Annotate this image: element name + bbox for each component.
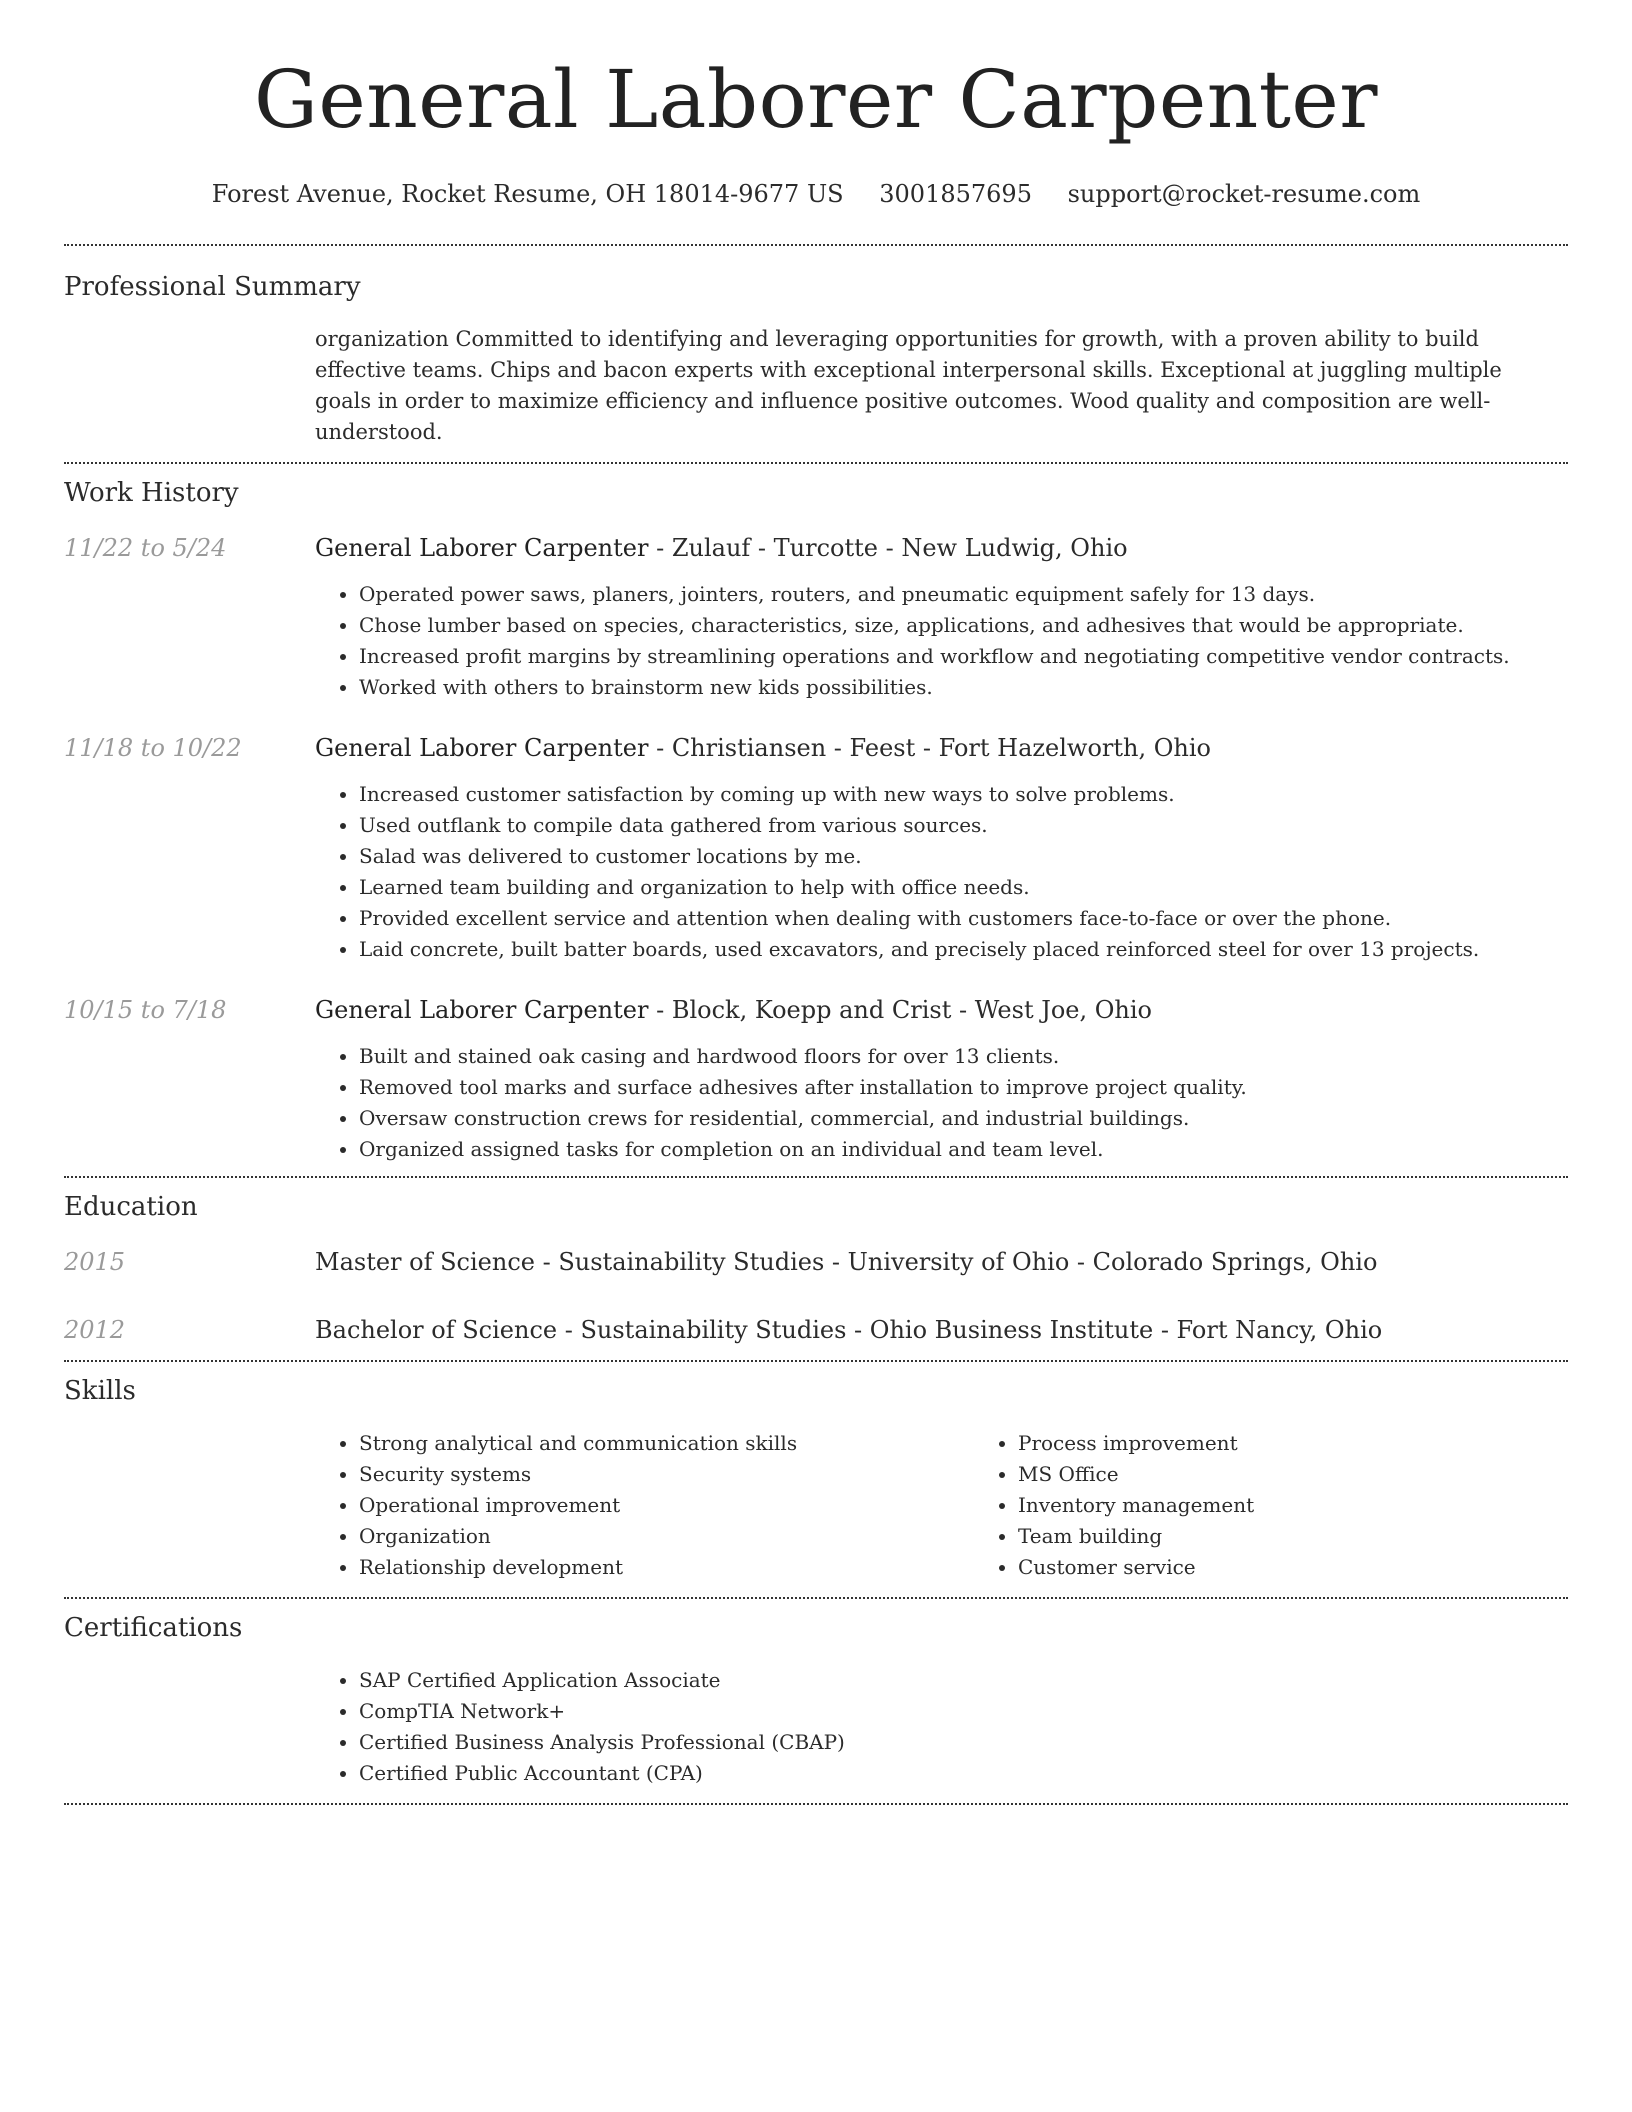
contact-address: Forest Avenue, Rocket Resume, OH 18014-9677 US — [211, 180, 844, 208]
job-role: General Laborer Carpenter — [315, 734, 649, 762]
list-item: • Used outflank to compile data gathered from various sources. — [359, 810, 1568, 841]
list-item: • Laid concrete, built batter boards, used excavators, and precisely placed reinforced steel for over 13 projects. — [359, 934, 1568, 965]
education-year: 2012 — [64, 1316, 126, 1344]
education-school: - Ohio Business Institute - Fort Nancy, Ohio — [846, 1316, 1383, 1344]
list-item: • Provided excellent service and attention when dealing with customers face-to-face or over the phone. — [359, 903, 1568, 934]
job-entry — [64, 994, 1568, 1165]
candidate-name: General Laborer Carpenter — [254, 53, 1378, 146]
list-item: • Salad was delivered to customer locations by me. — [359, 841, 1568, 872]
certifications-list — [315, 1665, 1568, 1789]
job-heading — [315, 532, 1568, 564]
section-title: Skills — [64, 1376, 136, 1406]
list-item: • Learned team building and organization to help with office needs. — [359, 872, 1568, 903]
work-history-section — [64, 464, 1568, 1176]
section-title: Professional Summary — [64, 272, 361, 302]
education-school: - University of Ohio - Colorado Springs, Ohio — [824, 1248, 1378, 1276]
contact-line — [64, 178, 1568, 210]
education-entry — [64, 1314, 1568, 1346]
list-item: • Certified Business Analysis Professional (CBAP) — [359, 1727, 1568, 1758]
job-bullets — [315, 1041, 1568, 1165]
skills-list-right — [974, 1428, 1568, 1583]
section-title: Work History — [64, 478, 239, 508]
job-bullets — [315, 579, 1568, 703]
list-item: • CompTIA Network+ — [359, 1696, 1568, 1727]
list-item: • Process improvement — [1018, 1428, 1568, 1459]
job-details: - Block, Koepp and Crist - West Joe, Ohio — [648, 996, 1153, 1024]
list-item: • Relationship development — [359, 1552, 974, 1583]
list-item: • Built and stained oak casing and hardwood floors for over 13 clients. — [359, 1041, 1568, 1072]
education-year: 2015 — [64, 1248, 126, 1276]
job-dates: 10/15 to 7/18 — [64, 996, 227, 1024]
list-item: • Removed tool marks and surface adhesives after installation to improve project quality. — [359, 1072, 1568, 1103]
list-item: • Inventory management — [1018, 1490, 1568, 1521]
job-heading — [315, 994, 1568, 1026]
job-details: - Christiansen - Feest - Fort Hazelworth, Ohio — [648, 734, 1211, 762]
list-item: • Operated power saws, planers, jointers, routers, and pneumatic equipment safely for 13 days. — [359, 579, 1568, 610]
list-item: • Organization — [359, 1521, 974, 1552]
job-role: General Laborer Carpenter — [315, 996, 649, 1024]
job-entry — [64, 732, 1568, 965]
list-item: • Team building — [1018, 1521, 1568, 1552]
skills-list-left — [315, 1428, 974, 1583]
summary-text: organization Committed to identifying and leveraging opportunities for growth, with a proven ability to build effective teams. Chips and bacon experts with exceptional interpersonal skills. Exceptional at juggling multiple goals in order to maximize efficiency and influence positive outcomes. Wood quality and composition are well-understood. — [315, 327, 1502, 444]
summary-section — [64, 246, 1568, 462]
contact-email: support@rocket-resume.com — [1067, 180, 1421, 208]
list-item: • Customer service — [1018, 1552, 1568, 1583]
education-degree: Master of Science - Sustainability Studies — [315, 1248, 825, 1276]
list-item: • Chose lumber based on species, characteristics, size, applications, and adhesives that would be appropriate. — [359, 610, 1568, 641]
education-degree: Bachelor of Science - Sustainability Studies — [315, 1316, 847, 1344]
list-item: • MS Office — [1018, 1459, 1568, 1490]
certifications-section — [64, 1599, 1568, 1803]
section-title: Education — [64, 1192, 198, 1222]
list-item: • Increased profit margins by streamlining operations and workflow and negotiating competitive vendor contracts. — [359, 641, 1568, 672]
job-dates: 11/18 to 10/22 — [64, 734, 242, 762]
skills-section — [64, 1362, 1568, 1597]
list-item: • Strong analytical and communication skills — [359, 1428, 974, 1459]
job-role: General Laborer Carpenter — [315, 534, 649, 562]
list-item: • Operational improvement — [359, 1490, 974, 1521]
divider — [64, 1803, 1568, 1805]
job-entry — [64, 532, 1568, 703]
list-item: • Certified Public Accountant (CPA) — [359, 1758, 1568, 1789]
job-details: - Zulauf - Turcotte - New Ludwig, Ohio — [648, 534, 1128, 562]
list-item: • Security systems — [359, 1459, 974, 1490]
education-section — [64, 1178, 1568, 1360]
job-heading — [315, 732, 1568, 764]
list-item: • SAP Certified Application Associate — [359, 1665, 1568, 1696]
list-item: • Organized assigned tasks for completion on an individual and team level. — [359, 1134, 1568, 1165]
contact-phone: 3001857695 — [879, 180, 1032, 208]
section-title: Certifications — [64, 1613, 243, 1643]
education-entry — [64, 1246, 1568, 1278]
list-item: • Oversaw construction crews for residential, commercial, and industrial buildings. — [359, 1103, 1568, 1134]
list-item: • Increased customer satisfaction by coming up with new ways to solve problems. — [359, 779, 1568, 810]
job-dates: 11/22 to 5/24 — [64, 534, 227, 562]
list-item: • Worked with others to brainstorm new kids possibilities. — [359, 672, 1568, 703]
job-bullets — [315, 779, 1568, 965]
